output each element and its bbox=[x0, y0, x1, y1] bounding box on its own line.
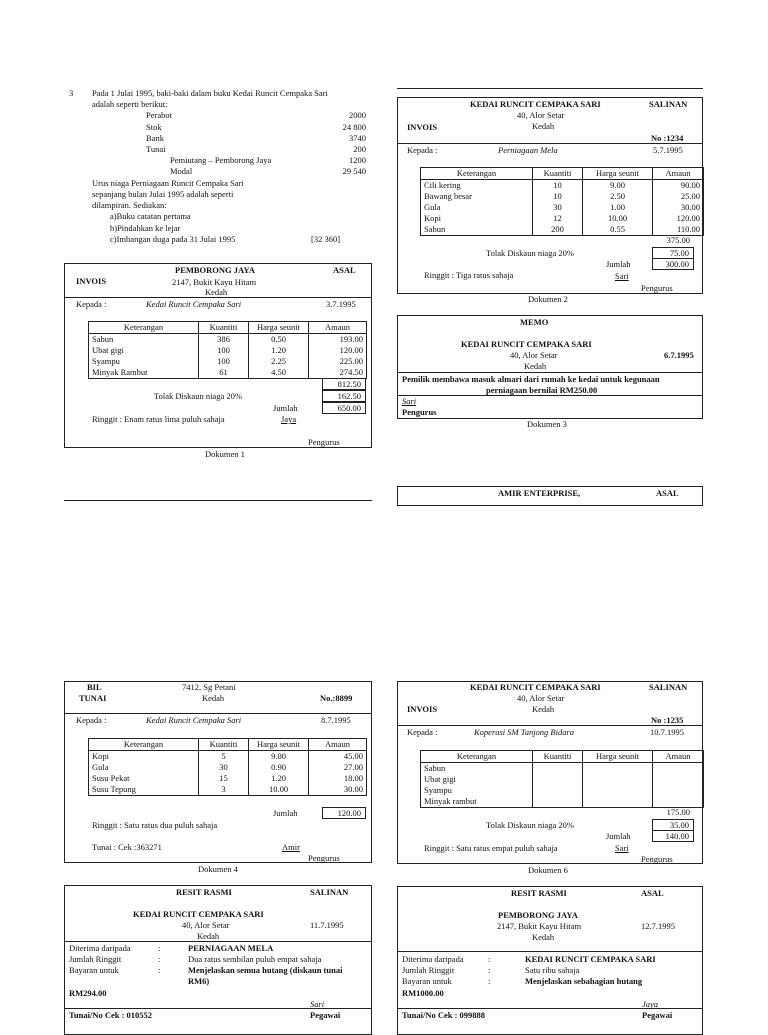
memo-body: Pemilik membawa masuk almari dari rumah ke kedai untuk kegunaan bbox=[402, 374, 660, 384]
balance-label: Bank bbox=[146, 133, 164, 143]
doc4-total: 120.00 bbox=[322, 807, 366, 819]
divider bbox=[397, 88, 703, 89]
memo-date: 6.7.1995 bbox=[664, 350, 694, 360]
resit1-purpose-label: Bayaran untuk bbox=[69, 965, 119, 975]
doc2-role: Pengurus bbox=[641, 283, 673, 293]
doc6-number: No :1235 bbox=[651, 715, 684, 725]
table-row: Gula 30 0.90 27.00 bbox=[89, 762, 367, 773]
doc4-date: 8.7.1995 bbox=[321, 715, 351, 725]
resit1-title: RESIT RASMI bbox=[176, 887, 232, 897]
resit1-role: Pegawai bbox=[310, 1010, 341, 1020]
resit2-title: RESIT RASMI bbox=[511, 888, 567, 898]
doc6-address: Kedah bbox=[532, 704, 555, 714]
resit2-received-label: Diterima daripada bbox=[402, 954, 464, 964]
doc4-type: TUNAI bbox=[79, 693, 107, 703]
table-row: Syampu bbox=[421, 785, 704, 796]
doc2-discount-label: Tolak Diskaun niaga 20% bbox=[486, 248, 574, 258]
resit1-purpose: Menjelaskan semua hutang (diskaun tunai bbox=[188, 965, 343, 975]
table-row: Bawang besar 10 2.50 25.00 bbox=[421, 191, 704, 202]
doc1-discount: 162.50 bbox=[322, 390, 366, 402]
resit2-purpose: Menjelaskan sebahagian hutang bbox=[525, 976, 643, 986]
doc4-jumlah-label: Jumlah bbox=[273, 808, 298, 818]
resit2-copy: ASAL bbox=[641, 888, 664, 898]
balance-label: Tunai bbox=[146, 144, 166, 154]
doc2-items-table bbox=[420, 167, 704, 236]
table-row: Kopi 5 9.00 45.00 bbox=[89, 751, 367, 763]
table-row: Cili kering 10 9.00 90.00 bbox=[421, 180, 704, 192]
balance-value: 1200 bbox=[349, 155, 366, 165]
doc1-to-label: Kepada : bbox=[76, 299, 107, 309]
memo-title: MEMO bbox=[520, 317, 549, 327]
doc4-number: No.:8899 bbox=[320, 693, 353, 703]
table-header: Keterangan Kuantiti Harga seunit Amaun bbox=[421, 168, 704, 180]
doc6-signature: Sari bbox=[615, 843, 629, 853]
balance-label: Modal bbox=[170, 166, 193, 176]
resit1-received: PERNIAGAAN MELA bbox=[188, 943, 274, 953]
resit2-amount-label: Jumlah Ringgit bbox=[402, 965, 455, 975]
resit2-amount-words: Satu ribu sahaja bbox=[525, 965, 580, 975]
table-row: Sabun 200 0.55 110.00 bbox=[421, 224, 704, 236]
doc1-caption: Dokumen 1 bbox=[205, 449, 245, 459]
doc1-type: INVOIS bbox=[76, 276, 107, 286]
resit2-signature: Jaya bbox=[642, 999, 659, 1009]
doc2-date: 5.7.1995 bbox=[653, 145, 683, 155]
doc2-type: INVOIS bbox=[407, 122, 438, 132]
resit1-purpose: RM6) bbox=[188, 976, 210, 986]
doc2-company: KEDAI RUNCIT CEMPAKA SARI bbox=[470, 99, 601, 109]
doc4-caption: Dokumen 4 bbox=[198, 864, 238, 874]
table-row: Minyak Rambut 61 4.50 274.50 bbox=[89, 367, 367, 379]
table-row: Minyak rambut bbox=[421, 796, 704, 808]
colon: : bbox=[488, 954, 491, 964]
doc1-jumlah-label: Jumlah bbox=[273, 403, 298, 413]
task-text: Urus niaga Perniagaan Runcit Cempaka Sari bbox=[92, 178, 244, 188]
doc1-copy: ASAL bbox=[333, 265, 356, 275]
balance-value: 2000 bbox=[349, 110, 366, 120]
resit1-address: Kedah bbox=[197, 931, 220, 941]
doc1-subtotal: 812.50 bbox=[322, 378, 366, 390]
doc1-date: 3.7.1995 bbox=[326, 299, 356, 309]
doc2-number: No :1234 bbox=[651, 133, 684, 143]
resit2-received: KEDAI RUNCIT CEMPAKA SARI bbox=[525, 954, 656, 964]
resit1-company: KEDAI RUNCIT CEMPAKA SARI bbox=[133, 909, 264, 919]
memo-role: Pengurus bbox=[402, 407, 437, 417]
doc2-copy: SALINAN bbox=[649, 99, 688, 109]
doc1-signature: Jaya bbox=[281, 414, 297, 424]
doc6-items-table bbox=[420, 750, 704, 808]
question-intro-2: adalah seperti berikut: bbox=[92, 99, 168, 109]
table-row: Syampu 100 2.25 225.00 bbox=[89, 356, 367, 367]
doc2-address: 40, Alor Setar bbox=[517, 110, 565, 120]
resit1-address: 40, Alor Setar bbox=[182, 920, 230, 930]
doc1-company: PEMBORONG JAYA bbox=[175, 265, 255, 275]
doc3-caption: Dokumen 3 bbox=[527, 419, 567, 429]
doc1-discount-label: Tolak Diskaun niaga 20% bbox=[154, 391, 242, 401]
doc6-date: 10.7.1995 bbox=[650, 727, 684, 737]
doc4-signature: Amir bbox=[282, 842, 300, 852]
doc6-subtotal: 175.00 bbox=[666, 807, 690, 817]
resit2-rm: RM1000.00 bbox=[402, 988, 444, 998]
resit1-signature: Sari bbox=[310, 999, 325, 1009]
marks: [32 360] bbox=[311, 234, 341, 244]
table-row: Ubat gigi 100 1.20 120.00 bbox=[89, 345, 367, 356]
resit2-purpose-label: Bayaran untuk bbox=[402, 976, 452, 986]
task-item: a)Buku catatan pertama bbox=[110, 211, 191, 221]
doc6-company: KEDAI RUNCIT CEMPAKA SARI bbox=[470, 682, 601, 692]
table-row: Sabun bbox=[421, 763, 704, 775]
resit2-address: Kedah bbox=[532, 932, 555, 942]
resit1-amount-words: Dua ratus sembilan puluh empat sahaja bbox=[188, 954, 322, 964]
doc1-address: 2147, Bukit Kayu Hitam bbox=[172, 277, 257, 287]
doc1-words: Ringgit : Enam ratus lima puluh sahaja bbox=[92, 414, 225, 424]
doc4-to: Kedai Runcit Cempaka Sari bbox=[146, 715, 242, 725]
task-text: dilampiran. Sediakan: bbox=[92, 200, 167, 210]
table-row: Gula 30 1.00 30.00 bbox=[421, 202, 704, 213]
doc2-subtotal: 375.00 bbox=[666, 235, 690, 245]
colon: : bbox=[158, 943, 161, 953]
resit2-role: Pegawai bbox=[642, 1010, 673, 1020]
memo-address: 40, Alor Setar bbox=[510, 350, 558, 360]
memo-signature: Sari bbox=[402, 396, 417, 406]
resit1-amount-label: Jumlah Ringgit bbox=[69, 954, 122, 964]
doc4-role: Pengurus bbox=[308, 853, 340, 863]
doc4-to-label: Kepada : bbox=[76, 715, 107, 725]
resit1-rm: RM294.00 bbox=[69, 988, 107, 998]
resit1-date: 11.7.1995 bbox=[310, 920, 344, 930]
memo-body: perniagaan bernilai RM250.00 bbox=[486, 385, 598, 395]
balance-value: 200 bbox=[353, 144, 366, 154]
doc6-copy: SALINAN bbox=[649, 682, 688, 692]
memo-company: KEDAI RUNCIT CEMPAKA SARI bbox=[461, 339, 592, 349]
doc4-address: Kedah bbox=[202, 693, 225, 703]
doc2-words: Ringgit : Tiga ratus sahaja bbox=[424, 270, 514, 280]
resit1-received-label: Diterima daripada bbox=[69, 943, 131, 953]
table-row: Sabun 386 0.50 193.00 bbox=[89, 334, 367, 346]
doc2-to: Perniagaan Mela bbox=[498, 145, 558, 155]
doc2-to-label: Kepada : bbox=[407, 145, 438, 155]
table-row: Susu Tepung 3 10.00 30.00 bbox=[89, 784, 367, 796]
doc2-caption: Dokumen 2 bbox=[528, 294, 568, 304]
doc4-type: BIL bbox=[87, 682, 102, 692]
balance-label: Stok bbox=[146, 122, 162, 132]
table-row: Kopi 12 10.00 120.00 bbox=[421, 213, 704, 224]
doc2-signature: Sari bbox=[615, 271, 629, 281]
resit1-cheque: Tunai/No Cek : 010552 bbox=[69, 1010, 153, 1020]
question-number: 3 bbox=[69, 88, 74, 98]
colon: : bbox=[158, 965, 161, 975]
balance-value: 24 800 bbox=[342, 122, 366, 132]
memo-address: Kedah bbox=[524, 361, 547, 371]
colon: : bbox=[488, 965, 491, 975]
doc2-total: 300.00 bbox=[652, 258, 694, 270]
question-intro: Pada 1 Julai 1995, baki-baki dalam buku Kedai Runcit Cempaka Sari bbox=[92, 88, 328, 98]
document-3-memo bbox=[397, 315, 703, 419]
doc1-to: Kedai Runcit Cempaka Sari bbox=[146, 299, 242, 309]
task-item: c)Imbangan duga pada 31 Julai 1995 bbox=[110, 234, 236, 244]
balance-label: Pemiutang – Pemborong Jaya bbox=[170, 155, 272, 165]
doc6-role: Pengurus bbox=[641, 854, 673, 864]
balance-value: 3740 bbox=[349, 133, 366, 143]
doc6-address: 40, Alor Setar bbox=[517, 693, 565, 703]
doc6-caption: Dokumen 6 bbox=[528, 865, 568, 875]
doc6-discount: 35.00 bbox=[652, 819, 694, 831]
table-row: Ubat gigi bbox=[421, 774, 704, 785]
doc2-discount: 75.00 bbox=[652, 247, 694, 259]
colon: : bbox=[158, 954, 161, 964]
doc5-copy: ASAL bbox=[656, 488, 679, 498]
doc2-address: Kedah bbox=[532, 121, 555, 131]
resit2-address: 2147, Bukit Kayu Hitam bbox=[497, 921, 582, 931]
doc4-items-table bbox=[88, 738, 367, 796]
balance-value: 29 540 bbox=[342, 166, 366, 176]
table-row: Susu Pekat 15 1.20 18.00 bbox=[89, 773, 367, 784]
doc4-words: Ringgit : Satu ratus dua puluh sahaja bbox=[92, 820, 218, 830]
doc6-type: INVOIS bbox=[407, 704, 438, 714]
divider bbox=[64, 500, 372, 501]
table-header: Keterangan Kuantiti Harga seunit Amaun bbox=[89, 739, 367, 751]
balance-label: Perabot bbox=[146, 110, 172, 120]
colon: : bbox=[488, 976, 491, 986]
doc6-to: Koperasi SM Tanjong Bidara bbox=[474, 727, 575, 737]
doc2-jumlah-label: Jumlah bbox=[606, 259, 631, 269]
doc1-total: 650.00 bbox=[322, 402, 366, 414]
task-item: b)Pindahkan ke lejar bbox=[110, 223, 181, 233]
task-text: sepanjang bulan Julai 1995 adalah seperti bbox=[92, 189, 234, 199]
table-header: Keterangan Kuantiti Harga seunit Amaun bbox=[89, 322, 367, 334]
table-header: Keterangan Kuantiti Harga seunit Amaun bbox=[421, 751, 704, 763]
doc5-company: AMIR ENTERPRISE, bbox=[498, 488, 581, 498]
doc4-address: 7412, Sg Petani bbox=[182, 682, 236, 692]
doc6-total: 140.00 bbox=[652, 830, 694, 842]
resit2-date: 12.7.1995 bbox=[641, 921, 675, 931]
doc1-role: Pengurus bbox=[308, 437, 340, 447]
doc1-address: Kedah bbox=[205, 287, 228, 297]
resit1-copy: SALINAN bbox=[310, 887, 349, 897]
resit2-cheque: Tunai/No Cek : 099888 bbox=[402, 1010, 486, 1020]
doc6-to-label: Kepada : bbox=[407, 727, 438, 737]
doc6-discount-label: Tolak Diskaun niaga 20% bbox=[486, 820, 574, 830]
doc6-words: Ringgit : Satu ratus empat puluh sahaja bbox=[424, 843, 558, 853]
doc1-items-table bbox=[88, 321, 367, 379]
resit2-company: PEMBORONG JAYA bbox=[498, 910, 578, 920]
doc4-cheque: Tunai : Cek :363271 bbox=[92, 842, 162, 852]
doc6-jumlah-label: Jumlah bbox=[606, 831, 631, 841]
